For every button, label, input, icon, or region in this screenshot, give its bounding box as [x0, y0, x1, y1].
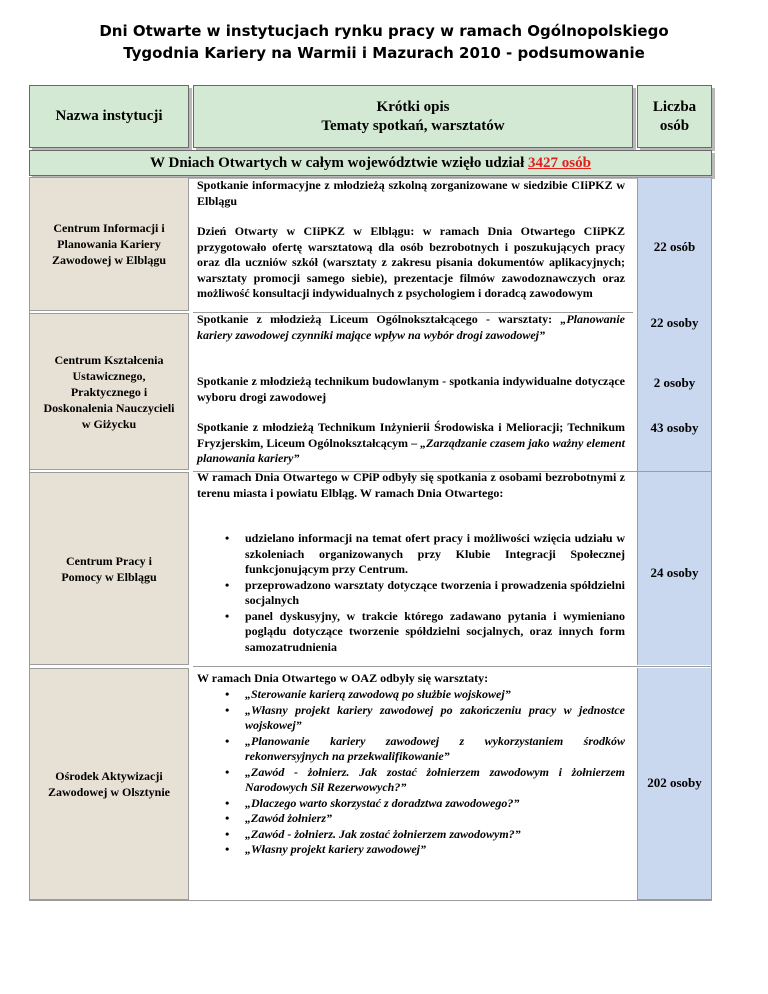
entry-technikum-budowlane: Spotkanie z młodzieżą technikum budowlanym - spotkania indywidualne dotyczące wyboru drogi zawodowej — [197, 374, 625, 404]
entry-cpip-intro: W ramach Dnia Otwartego w CPiP odbyły się spotkania z osobami bezrobotnymi z terenu miasta i powiatu Elbląg. W ramach Dnia Otwartego: — [197, 470, 625, 500]
list-item: • „Dlaczego warto skorzystać z doradztwa zawodowego?” — [245, 796, 625, 812]
count-cipkz: 22 osób — [653, 239, 696, 254]
document-title — [0, 20, 768, 64]
title-line-2: Tygodnia Kariery na Warmii i Mazurach 2010 - podsumowanie — [123, 44, 645, 62]
institution-oaz-olsztyn: Ośrodek Aktywizacji Zawodowej w Olsztynie — [29, 668, 189, 900]
institution-cpip-elblag: Centrum Pracy i Pomocy w Elblągu — [29, 472, 189, 665]
list-item: • przeprowadzono warsztaty dotyczące tworzenia i prowadzenia spółdzielni socjalnych — [245, 578, 625, 609]
count-oaz: 202 osoby — [647, 775, 702, 790]
header-description: Krótki opis Tematy spotkań, warsztatów — [193, 85, 633, 148]
entry-lo-workshop: Spotkanie z młodzieżą Liceum Ogólnokształcącego - warsztaty: „Planowanie kariery zawodowej czynniki mające wpływ na wybór drogi zawodowej” — [197, 312, 625, 342]
institution-cipkz-elblag: Centrum Informacji i Planowania Kariery Zawodowej w Elblągu — [29, 177, 189, 311]
entry-meeting-youth: Spotkanie informacyjne z młodzieżą szkolną zorganizowane w siedzibie CIiPKZ w Elblągu — [197, 178, 625, 208]
list-item: • „Planowanie kariery zawodowej z wykorzystaniem środków rekonwersyjnych na przekwalifikowanie” — [245, 734, 625, 765]
oaz-workshop-list — [245, 687, 625, 858]
entry-oaz-intro: W ramach Dnia Otwartego w OAZ odbyły się warsztaty: — [197, 671, 489, 685]
list-item: • „Zawód żołnierz” — [245, 811, 625, 827]
count-cpip: 24 osoby — [650, 565, 699, 580]
entry-open-day-cipkz: Dzień Otwarty w CIiPKZ w Elblągu: w ramach Dnia Otwartego CIiPKZ przygotowało ofertę warsztatową dla osób bezrobotnych i poszukujących pracy oraz dla uczniów szkół (warsztaty z zakresu pisania dokumentów aplikacyjnych; warsztaty promocji samego siebie), prezentacje filmów zawodoznawczych oraz możliwość konsultacji indywidualnych z psychologiem i doradcą zawodowym — [197, 224, 625, 300]
list-item: • „Zawód - żołnierz. Jak zostać żołnierzem zawodowym?” — [245, 827, 625, 843]
count-technikum-budowlane: 2 osoby — [653, 375, 696, 390]
list-item: • panel dyskusyjny, w trakcie którego zadawano pytania i wymieniano poglądu dotyczące tworzenie spółdzielni socjalnych, oraz innych form samozatrudnienia — [245, 609, 625, 656]
list-item: • „Sterowanie karierą zawodową po służbie wojskowej” — [245, 687, 625, 703]
summary-total: 3427 osób — [528, 154, 591, 171]
list-item: • „Własny projekt kariery zawodowej” — [245, 842, 625, 858]
count-technikum-srodowiska: 43 osoby — [650, 420, 699, 435]
list-item: • udzielano informacji na temat ofert pracy i możliwości wzięcia udziału w szkoleniach organizowanych przy Klubie Integracji Społecznej funkcjonującym przy Centrum. — [245, 531, 625, 578]
header-institution: Nazwa instytucji — [29, 85, 189, 148]
cpip-bullet-list — [245, 531, 625, 655]
header-count: Liczba osób — [637, 85, 712, 148]
count-lo-workshop: 22 osoby — [650, 315, 699, 330]
list-item: • „Zawód - żołnierz. Jak zostać żołnierzem zawodowym i żołnierzem Narodowych Sił Rezerwowych?” — [245, 765, 625, 796]
divider — [193, 666, 712, 667]
institution-cku-gizycko: Centrum Kształcenia Ustawicznego, Praktycznego i Doskonalenia Nauczycieli w Giżycku — [29, 313, 189, 470]
entry-technikum-srodowiska: Spotkanie z młodzieżą Technikum Inżynierii Środowiska i Melioracji; Technikum Fryzjerskim, Liceum Ogólnokształcącym – „Zarządzanie czasem jako ważny element planowania kariery” — [197, 420, 625, 465]
list-item: • „Własny projekt kariery zawodowej po zakończeniu pracy w jednostce wojskowej” — [245, 703, 625, 734]
title-line-1: Dni Otwarte w instytucjach rynku pracy w ramach Ogólnopolskiego — [99, 22, 669, 40]
summary-text: W Dniach Otwartych w całym województwie wzięło udział — [150, 154, 529, 171]
summary-row — [29, 150, 712, 176]
